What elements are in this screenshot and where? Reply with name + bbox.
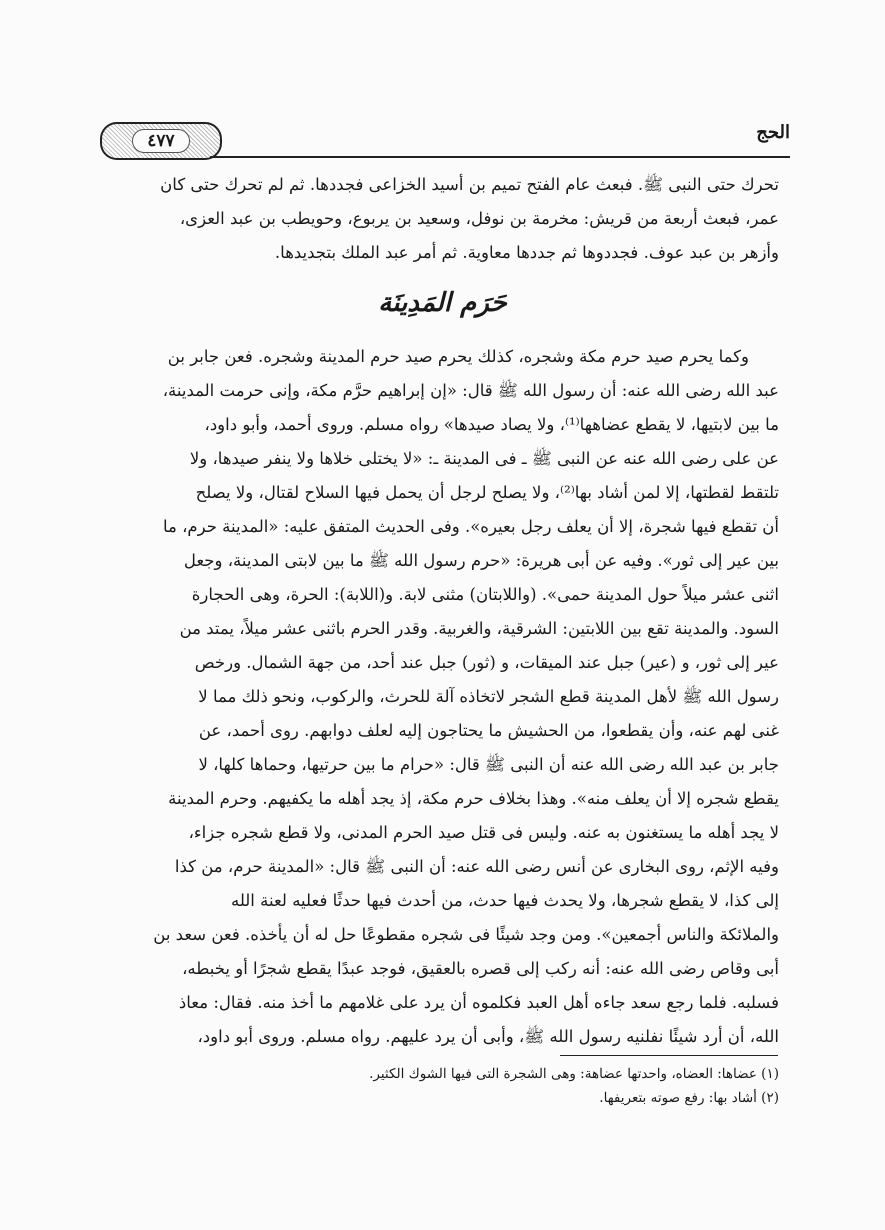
text-line: اثنى عشر ميلاً حول المدينة حمى». (واللابتان) مثنى لابة. و(اللابة): الحرة، وهى الحجارة	[191, 585, 779, 604]
text-line: أن تقطع فيها شجرة، إلا أن يعلف رجل بعيره». وفى الحديث المتفق عليه: «المدينة حرم، ما	[162, 517, 779, 536]
text-line: عبد الله رضى الله عنه: أن رسول الله ﷺ قال: «إن إبراهيم حرَّم مكة، وإنى حرمت المدينة،	[162, 381, 779, 400]
text-line: فسلبه. فلما رجع سعد جاءه أهل العبد فكلموه أن يرد على غلامهم ما أخذ منه. فقال: معاذ	[178, 993, 779, 1012]
body-paragraph	[103, 340, 779, 1054]
text-line: لا يجد أهله ما يستغنون به عنه. وليس فى قتل صيد الحرم المدنى، ولا قطع شجره جزاء،	[188, 823, 779, 842]
footnotes	[103, 1062, 779, 1110]
header-rule	[210, 156, 790, 158]
footnote-rule	[560, 1055, 778, 1056]
text-line: أبى وقاص رضى الله عنه: أنه ركب إلى قصره بالعقيق، فوجد عبدًا يقطع شجرًا أو يخبطه،	[182, 959, 779, 978]
text-line: وكما يحرم صيد حرم مكة وشجره، كذلك يحرم صيد حرم المدينة وشجره. فعن جابر بن	[167, 347, 749, 366]
page-number: ٤٧٧	[132, 129, 189, 153]
text-line: تلتقط لقطتها، إلا لمن أشاد بها⁽²⁾، ولا يصلح لرجل أن يحمل فيها السلاح لقتال، ولا يصلح	[195, 483, 779, 502]
text-line: عير إلى ثور، و (عير) جبل عند الميقات، و (ثور) جبل عند أحد، من جهة الشمال. ورخص	[194, 653, 779, 672]
text-line: يقطع شجره إلا أن يعلف منه». وهذا بخلاف حرم مكة، إذ يجد أهله ما يكفيهم. وحرم المدينة	[168, 789, 779, 808]
text-line: رسول الله ﷺ لأهل المدينة قطع الشجر لاتخاذه آلة للحرث، والركوب، ونحو ذلك مما لا	[198, 687, 779, 706]
intro-paragraph	[103, 168, 779, 270]
page-number-badge	[100, 122, 222, 160]
running-header	[100, 118, 790, 164]
text-line: وأزهر بن عبد عوف. فجددوها ثم جددها معاوية. ثم أمر عبد الملك بتجديدها.	[274, 243, 779, 262]
chapter-title: الحج	[756, 122, 790, 143]
footnote: (١) عضاها: العضاه، واحدتها عضاهة: وهى الشجرة التى فيها الشوك الكثير.	[369, 1066, 779, 1082]
text-line: ما بين لابتيها، لا يقطع عضاهها⁽¹⁾، ولا يصاد صيدها» رواه مسلم. وروى أحمد، وأبو داود،	[204, 415, 779, 434]
text-line: إلى كذا، لا يقطع شجرها، ولا يحدث فيها حدث، من أحدث فيها حدثًا فعليه لعنة الله	[230, 891, 779, 910]
text-line: وفيه الإثم، روى البخارى عن أنس رضى الله عنه: أن النبى ﷺ قال: «المدينة حرم، من كذا	[174, 857, 779, 876]
text-line: والملائكة والناس أجمعين». ومن وجد شيئًا فى شجره مقطوعًا حل له أن يأخذه. فعن سعد بن	[153, 925, 779, 944]
text-line: عن على رضى الله عنه عن النبى ﷺ ـ فى المدينة ـ: «لا يختلى خلاها ولا ينفر صيدها، ولا	[189, 449, 779, 468]
text-line: غنى لهم عنه، وأن يقطعوا، من الحشيش ما يحتاجون إليه لعلف دوابهم. روى أحمد، عن	[198, 721, 779, 740]
section-heading: حَرَم المَدِينَة	[378, 288, 507, 318]
text-line: جابر بن عبد الله رضى الله عنه أن النبى ﷺ قال: «حرام ما بين حرتيها، وحماها كلها، لا	[198, 755, 779, 774]
text-line: عمر، فبعث أربعة من قريش: مخرمة بن نوفل، وسعيد بن يربوع، وحويطب بن عبد العزى،	[179, 209, 779, 228]
text-line: السود. والمدينة تقع بين اللابتين: الشرقية، والغربية. وقدر الحرم باثنى عشر ميلاً، يمتد من	[179, 619, 779, 638]
text-line: بين عير إلى ثور». وفيه عن أبى هريرة: «حرم رسول الله ﷺ ما بين لابتى المدينة، وجعل	[183, 551, 779, 570]
footnote: (٢) أشاد بها: رفع صوته بتعريفها.	[599, 1090, 779, 1106]
text-line: الله، أن أرد شيئًا نفلنيه رسول الله ﷺ، وأبى أن يرد عليهم. رواه مسلم. وروى أبو داود،	[197, 1027, 779, 1046]
text-line: تحرك حتى النبى ﷺ. فبعث عام الفتح تميم بن أسيد الخزاعى فجددها. ثم لم تحرك حتى كان	[160, 175, 779, 194]
